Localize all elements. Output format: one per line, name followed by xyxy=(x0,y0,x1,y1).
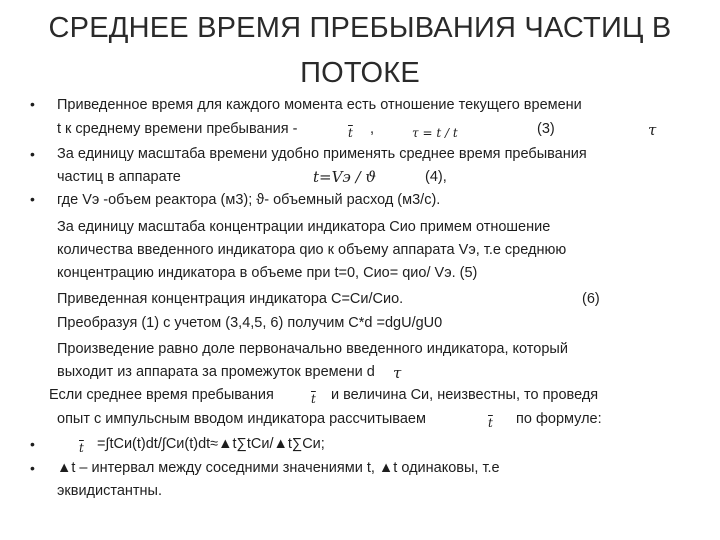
tbar-equation: t=Vэ / ϑ xyxy=(313,168,377,186)
equation-number-4: (4), xyxy=(425,169,447,185)
text-line-3: За единицу масштаба времени удобно применять среднее время пребывания xyxy=(57,146,587,162)
text-line-10: Преобразуя (1) с учетом (3,4,5, 6) получим C*d =dgU/gU0 xyxy=(57,315,443,331)
text-line-8: концентрацию индикатора в объеме при t=0, Cио= qио/ Vэ. (5) xyxy=(57,265,478,281)
equation-number-6: (6) xyxy=(582,291,600,307)
t-bar-symbol: $\overline{t}$ xyxy=(348,126,353,140)
t-bar-symbol-2: $\overline{t}$ xyxy=(311,392,316,406)
text-line-4: частиц в аппарате xyxy=(57,169,181,185)
text-line-12: выходит из аппарата за промежуток времени d xyxy=(57,364,375,380)
text-line-9: Приведенная концентрация индикатора C=Cи/Cио. xyxy=(57,291,404,307)
title-line-1: СРЕДНЕЕ ВРЕМЯ ПРЕБЫВАНИЯ ЧАСТИЦ В xyxy=(48,12,672,44)
bullet-3: • xyxy=(30,191,35,207)
tau-equation: τ = t / t xyxy=(412,126,458,140)
text-line-15: =∫tCи(t)dt/∫Cи(t)dt≈▲t∑tCи/▲t∑Cи; xyxy=(97,436,325,452)
text-line-6: За единицу масштаба концентрации индикатора Cио примем отношение xyxy=(57,219,551,235)
text-line-13a: Если среднее время пребывания xyxy=(49,387,274,403)
text-line-13b: и величина Cи, неизвестны, то проведя xyxy=(331,387,599,403)
bullet-1: • xyxy=(30,96,35,112)
equation-number-3: (3) xyxy=(537,121,555,137)
title-line-2: ПОТОКЕ xyxy=(300,57,420,89)
bullet-5: • xyxy=(30,460,35,476)
text-line-2: t к среднему времени пребывания - xyxy=(57,121,298,137)
text-line-2-comma: , xyxy=(370,121,375,137)
text-line-14a: опыт с импульсным вводом индикатора рассчитываем xyxy=(57,411,426,427)
bullet-4: • xyxy=(30,436,35,452)
tau-symbol: τ xyxy=(648,121,657,139)
bullet-2: • xyxy=(30,146,35,162)
text-line-1: Приведенное время для каждого момента есть отношение текущего времени xyxy=(57,97,582,113)
text-line-17: эквидистантны. xyxy=(57,483,163,499)
text-line-11: Произведение равно доле первоначально введенного индикатора, который xyxy=(57,341,568,357)
text-line-5: где Vэ -объем реактора (м3); ϑ- объемный расход (м3/с). xyxy=(57,192,441,208)
t-bar-symbol-3: $\overline{t}$ xyxy=(488,416,493,430)
text-line-7: количества введенного индикатора qио к объему аппарата Vэ, т.е среднюю xyxy=(57,242,567,258)
text-line-16: ▲t – интервал между соседними значениями t, ▲t одинаковы, т.е xyxy=(57,460,500,476)
tau-symbol-2: τ xyxy=(393,364,402,382)
text-line-14b: по формуле: xyxy=(516,411,602,427)
t-bar-symbol-4: $\overline{t}$ xyxy=(79,441,84,455)
